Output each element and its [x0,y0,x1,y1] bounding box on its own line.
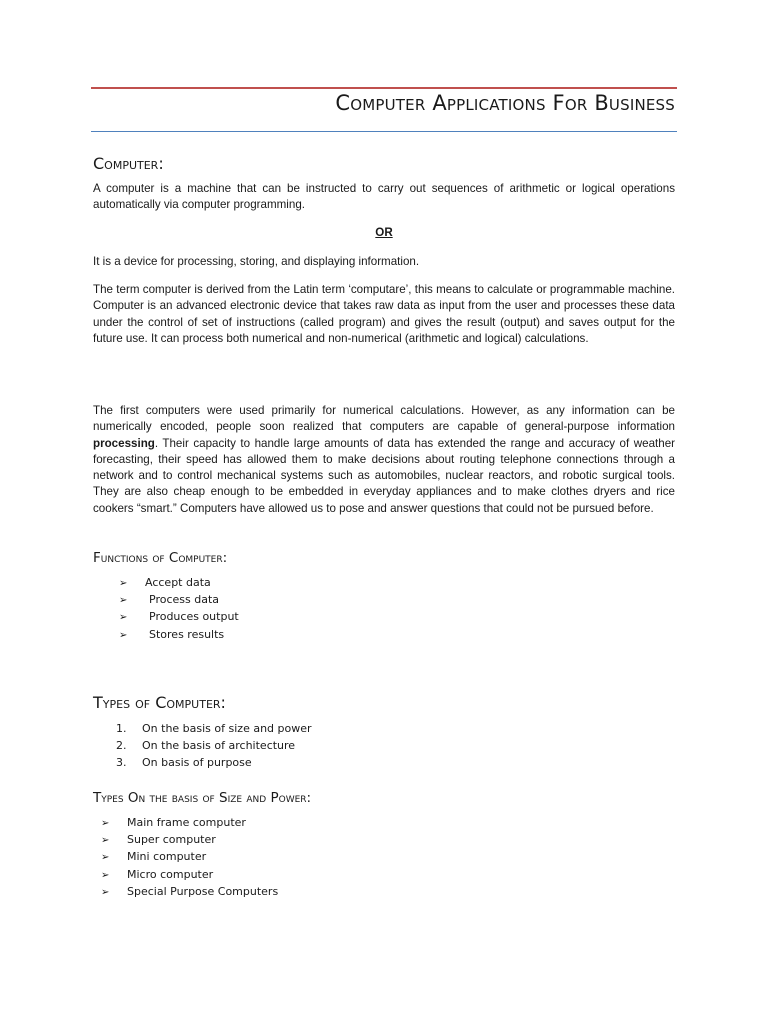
arrow-bullet-icon: ➢ [119,629,128,641]
alt-definition: It is a device for processing, storing, and displaying information. [93,255,420,268]
types-list [116,720,312,772]
history-paragraph [93,403,675,517]
list-item: ➢ Process data [119,591,239,608]
functions-list [119,574,239,643]
arrow-bullet-icon: ➢ [101,852,110,864]
document-page [93,0,677,1024]
list-item: ➢ Special Purpose Computers [101,883,278,900]
list-item: 2. On the basis of architecture [116,739,296,753]
computer-definition: A computer is a machine that can be instructed to carry out sequences of arithmetic or logical operations automatically via computer programming. [93,182,675,212]
arrow-bullet-icon: ➢ [101,869,110,881]
list-item: ➢ Micro computer [101,866,278,883]
list-item: ➢ Super computer [101,831,278,848]
history-text-start: The first computers were used primarily for numerical calculations. However, as any information can be numerically encoded, people soon realized that computers are capable of general-purpose information [93,404,675,434]
list-item: ➢ Main frame computer [101,814,278,831]
title-top-rule [91,87,677,89]
list-item: ➢ Stores results [119,626,239,643]
etymology-paragraph: The term computer is derived from the Latin term ‘computare’, this means to calculate or programmable machine. Computer is an advanced electronic device that takes raw data as input from the user and processes these data under the control of set of instructions (called program) and gives the result (output) and saves output for the future use. It can process both numerical and non-numerical (arithmetic and logical) calculations. [93,283,675,345]
computer-heading: Computer: [93,154,164,173]
list-item: 3. On basis of purpose [116,756,252,770]
document-title: Computer Applications For Business [335,91,675,115]
arrow-bullet-icon: ➢ [101,886,110,898]
title-bottom-rule [91,131,677,132]
functions-heading: Functions of Computer: [93,550,228,566]
size-types-list [101,814,278,900]
list-item: ➢ Mini computer [101,848,278,865]
arrow-bullet-icon: ➢ [119,595,128,607]
list-item: 1. On the basis of size and power [116,722,312,735]
or-separator: OR [375,226,393,239]
list-item: ➢ Accept data [119,574,239,591]
types-heading: Types of Computer: [93,693,226,712]
history-text-end: . Their capacity to handle large amounts of data has extended the range and accuracy of weather forecasting, their speed has allowed them to make decisions about routing telephone connections through a network and to control mechanical systems such as automobiles, nuclear reactors, and robotic surgical tools. They are also cheap enough to be embedded in everyday appliances and to make clothes dryers and rice cookers “smart.” Computers have allowed us to pose and answer questions that could not be pursued before. [93,436,675,515]
history-bold-term: processing [93,436,155,450]
size-types-heading: Types On the basis of Size and Power: [93,790,312,806]
list-item: ➢ Produces output [119,608,239,625]
arrow-bullet-icon: ➢ [119,578,128,589]
arrow-bullet-icon: ➢ [101,818,110,829]
arrow-bullet-icon: ➢ [101,835,110,847]
arrow-bullet-icon: ➢ [119,612,128,624]
